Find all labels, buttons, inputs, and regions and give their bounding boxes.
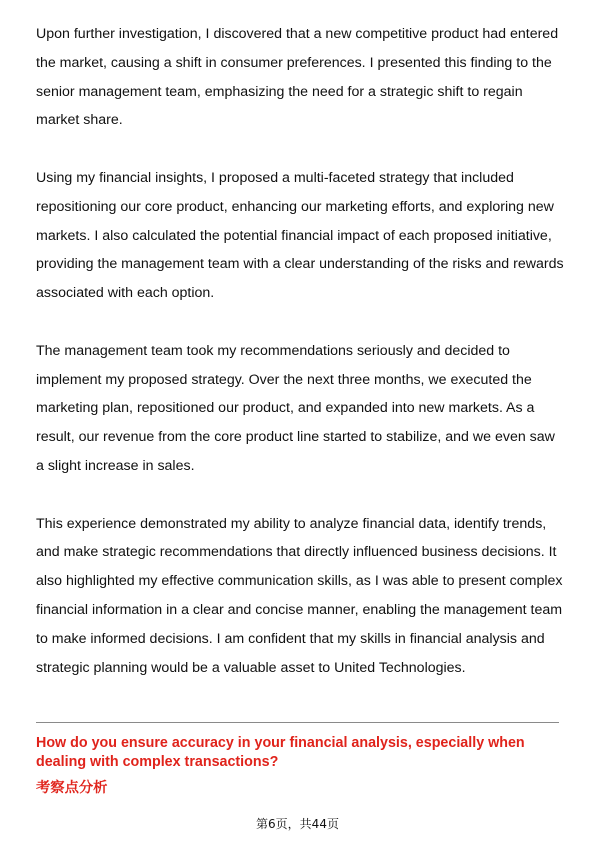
section-divider <box>36 722 559 723</box>
document-body <box>36 20 564 682</box>
interview-question-heading: How do you ensure accuracy in your financial analysis, especially when dealing with complex transactions? <box>36 735 525 770</box>
body-paragraph-4: This experience demonstrated my ability to analyze financial data, identify trends, and make strategic recommendations that directly influenced business decisions. It also highlighted my effective communication skills, as I was able to present complex financial information in a clear and concise manner, enabling the management team to make informed decisions. I am confident that my skills in financial analysis and strategic planning would be a valuable asset to United Technologies. <box>36 515 563 676</box>
body-paragraph-1: Upon further investigation, I discovered that a new competitive product had entered the market, causing a shift in consumer preferences. I presented this finding to the senior management team, emphasizing the need for a strategic shift to regain market share. <box>36 26 559 129</box>
body-paragraph-3: The management team took my recommendations seriously and decided to implement my proposed strategy. Over the next three months, we executed the marketing plan, repositioned our product, and expanded into new markets. As a result, our revenue from the core product line started to stabilize, and we even saw a slight increase in sales. <box>36 342 555 474</box>
page-number-footer: 第6页，共44页 <box>256 817 339 831</box>
analysis-section-label: 考察点分析 <box>36 780 108 796</box>
body-paragraph-2: Using my financial insights, I proposed a multi-faceted strategy that included repositioning our core product, enhancing our marketing efforts, and exploring new markets. I also calculated the potential financial impact of each proposed initiative, providing the management team with a clear understanding of the risks and rewards associated with each option. <box>36 169 564 302</box>
